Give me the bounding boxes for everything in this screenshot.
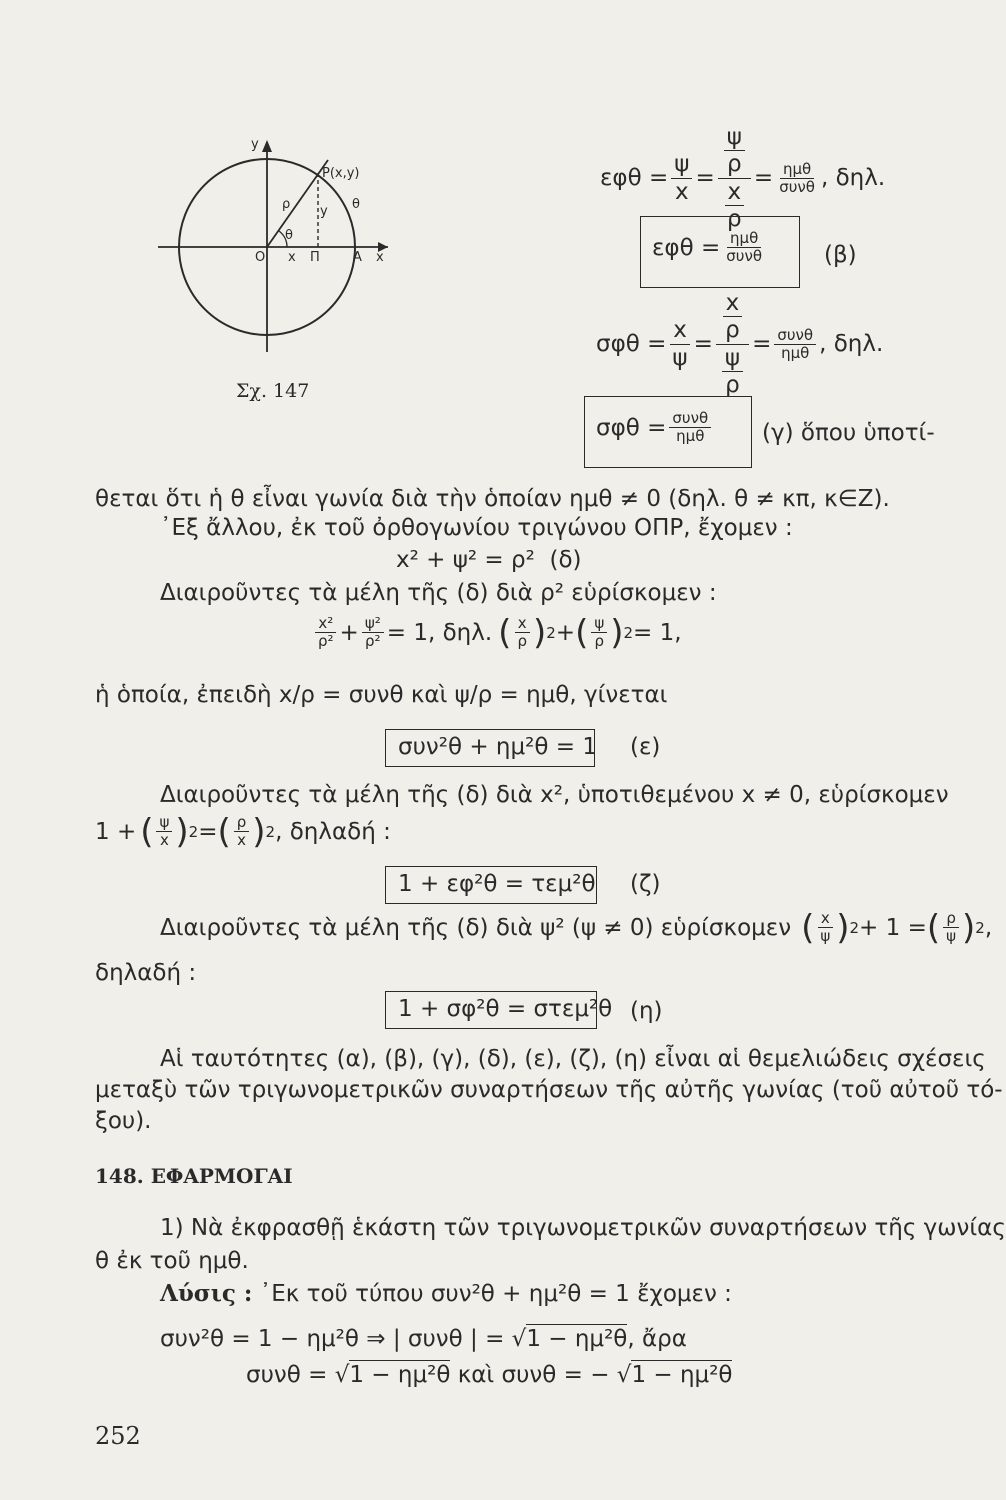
tag-eta: (η) [630, 998, 663, 1024]
equation-divide-x: 1 + ( $\frac{\psi}{x}$ ) 2 = ( $\frac{\rho}{x}$ ) 2 , δηλαδή : [95, 811, 391, 852]
text-line-16: ξου). [95, 1108, 152, 1134]
equation-divide-rho: $\frac{\text{x²}}{\text{ρ²}}$ + $\frac{\text{ψ²}}{\text{ρ²}}$ = 1, δηλ. ( $\frac{x}{\rho}$ ) 2 + ( $\frac{\psi}{\rho}$ ) 2 = 1, [312, 615, 682, 651]
tag-zeta: (ζ) [630, 871, 661, 897]
text-line-19: 1) Νὰ ἐκφρασθῇ ἑκάστη τῶν τριγωνομετρικῶν συναρτήσεων τῆς γωνίας [160, 1215, 1006, 1241]
text-line-22: συν²θ = 1 − ημ²θ ⇒ | συνθ | = √1 − ημ²θ, ἄρα [160, 1326, 687, 1352]
figure-unit-circle [150, 130, 410, 370]
text-line-3: x² + ψ² = ρ² (δ) [396, 547, 582, 573]
tag-gamma: (γ) ὅπου ὑποτί- [762, 420, 935, 446]
text-line-21: Λύσις : ᾿Εκ τοῦ τύπου συν²θ + ημ²θ = 1 ἔχομεν : [160, 1280, 732, 1307]
formula-epsilon: συν²θ + ημ²θ = 1 [398, 734, 597, 760]
text-line-20: θ ἐκ τοῦ ημθ. [95, 1248, 249, 1274]
tag-epsilon: (ε) [630, 734, 661, 760]
text-line-1: θεται ὅτι ἡ θ εἶναι γωνία διὰ τὴν ὁποίαν ημθ ≠ 0 (δηλ. θ ≠ κπ, κ∈Z). [95, 486, 890, 512]
label-theta: θ [352, 197, 360, 212]
text-line-15: μεταξὺ τῶν τριγωνομετρικῶν συναρτήσεων τῆς αὐτῆς γωνίας (τοῦ αὐτοῦ τό- [95, 1077, 1003, 1103]
label-pi: Π [310, 250, 320, 265]
text-line-23: συνθ = √1 − ημ²θ καὶ συνθ = − √1 − ημ²θ [246, 1362, 733, 1388]
label-rho: ρ [282, 197, 291, 212]
label-x-axis: x [376, 250, 384, 265]
y-axis-arrow [262, 140, 272, 152]
radius-line [267, 160, 328, 247]
equation-cotangent: σφθ = $\frac{x}{\psi}$ = $\frac{\frac{x}{\rho}}{\frac{\psi}{\rho}}$ = $\frac{\text{συνθ}}{\text{ημθ}}$ , δηλ. [596, 290, 884, 399]
text-line-2: ᾿Εξ ἄλλου, ἐκ τοῦ ὀρθογωνίου τριγώνου ΟΠΡ, ἔχομεν : [160, 515, 793, 541]
section-heading: 148. ΕΦΑΡΜΟΓΑΙ [95, 1164, 293, 1188]
label-point: P(x,y) [322, 166, 360, 181]
page-number: 252 [95, 1422, 141, 1450]
formula-beta: εφθ = $\frac{\text{ημθ}}{\text{συνθ}}$ [652, 229, 763, 266]
label-theta-arc: θ [285, 228, 293, 243]
label-y: y [320, 204, 328, 219]
formula-zeta: 1 + εφ²θ = τεμ²θ [398, 871, 596, 897]
equation-tangent: εφθ = $\frac{\psi}{x}$ = $\frac{\frac{\psi}{\rho}}{\frac{x}{\rho}}$ = $\frac{\text{ημθ}}{\text{συνθ}}$ , δηλ. [600, 124, 886, 233]
text-line-6: ἡ ὁποία, ἐπειδὴ x/ρ = συνθ καὶ ψ/ρ = ημθ, γίνεται [95, 682, 668, 708]
label-x: x [288, 250, 296, 265]
figure-caption: Σχ. 147 [236, 380, 310, 402]
text-line-11: Διαιροῦντες τὰ μέλη τῆς (δ) διὰ ψ² (ψ ≠ 0) εὑρίσκομεν ( $\frac{x}{\psi}$ ) 2 + 1 = ( $\frac{\rho}{\psi}$ ) 2 , [160, 907, 993, 948]
label-y-axis: y [251, 137, 259, 152]
label-origin: O [255, 250, 266, 265]
text-line-14: Αἱ ταυτότητες (α), (β), (γ), (δ), (ε), (ζ), (η) εἶναι αἱ θεμελιώδεις σχέσεις [160, 1046, 986, 1072]
formula-gamma: σφθ = $\frac{\text{συνθ}}{\text{ημθ}}$ [596, 410, 714, 446]
tag-beta: (β) [824, 242, 857, 268]
text-line-8: Διαιροῦντες τὰ μέλη τῆς (δ) διὰ x², ὑποτιθεμένου x ≠ 0, εὑρίσκομεν [160, 782, 949, 808]
text-line-4: Διαιροῦντες τὰ μέλη τῆς (δ) διὰ ρ² εὑρίσκομεν : [160, 580, 717, 606]
formula-eta: 1 + σφ²θ = στεμ²θ [398, 996, 613, 1022]
text-line-12: δηλαδή : [95, 960, 197, 986]
label-a: A [353, 250, 362, 265]
